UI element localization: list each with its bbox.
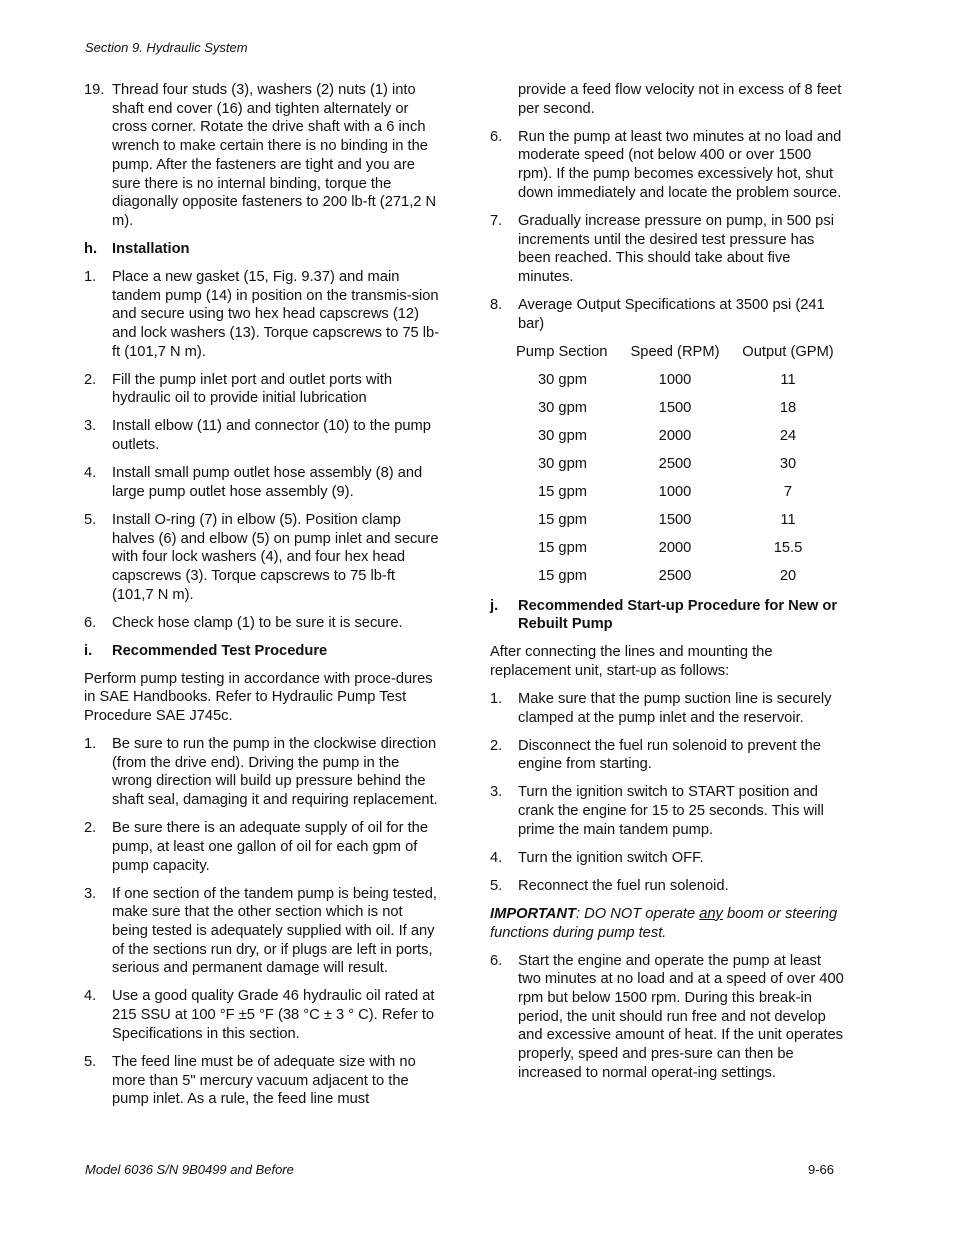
table-cell: 11 [780,511,796,528]
step-number: 1. [84,736,97,753]
startup-step-4 [490,849,846,868]
test-intro-paragraph: Perform pump testing in accordance with proce-dures in SAE Handbooks. Refer to Hydraulic Pump Test Procedure SAE J745c. [84,670,433,725]
table-cell: 2500 [658,455,692,472]
step-text: Install elbow (11) and connector (10) to the pump outlets. [112,418,431,454]
table-cell: 15 gpm [538,483,587,500]
test-step-4 [84,987,440,1043]
step-number: 3. [490,784,503,801]
step-text: Be sure there is an adequate supply of oil for the pump, at least one gallon of oil for each gpm of pump capacity. [112,820,428,874]
step-text: Reconnect the fuel run solenoid. [518,877,729,894]
table-row [490,399,846,427]
table-cell: 24 [779,427,797,444]
step-text: Average Output Specifications at 3500 psi (241 bar) [518,296,825,332]
step-number: 2. [84,371,97,388]
table-cell: 30 gpm [538,399,587,416]
table-header: Pump Section [516,343,608,360]
table-cell: 15 gpm [538,567,587,584]
heading-letter: j. [490,597,499,614]
heading-text: Recommended Start-up Procedure for New or Rebuilt Pump [518,597,838,633]
step-number: 4. [84,988,97,1005]
installation-step-4 [84,464,440,501]
step-number: 2. [490,737,503,754]
heading-letter: h. [84,240,98,257]
table-cell: 30 gpm [538,455,587,472]
step-text: Turn the ignition switch OFF. [518,849,704,866]
table-cell: 15 gpm [538,511,587,528]
step-number: 2. [84,820,97,837]
installation-step-1 [84,268,440,362]
step-number: 3. [84,885,97,902]
step-text: Thread four studs (3), washers (2) nuts (1) into shaft end cover (16) and tighten alternately or cross corner. Rotate the drive shaft with a 6 inch wrench to make certain there is no binding in the pump. After the fasteners are tight and you are sure there is no internal binding, torque the diagonally opposite fasteners to 200 lb-ft (271,2 N m). [112,82,437,229]
step-text: Disconnect the fuel run solenoid to prevent the engine from starting. [518,737,821,773]
startup-step-6 [490,952,846,1083]
startup-heading [490,597,846,634]
installation-heading [84,240,440,259]
table-cell: 1000 [658,371,692,388]
table-cell: 20 [779,567,797,584]
table-row [490,567,846,595]
page-number: 9-66 [808,1162,835,1177]
installation-step-6 [84,614,440,633]
installation-step-2 [84,371,440,408]
footer-model: Model 6036 S/N 9B0499 and Before [85,1162,294,1177]
table-cell: 11 [780,371,796,388]
step-text: Fill the pump inlet port and outlet ports with hydraulic oil to provide initial lubrication [112,371,393,407]
startup-intro-paragraph: After connecting the lines and mounting the replacement unit, start-up as follows: [490,644,773,680]
test-procedure-heading [84,642,440,661]
startup-step-2 [490,737,846,774]
test-step-5-continued: provide a feed flow velocity not in excess of 8 feet per second. [518,82,842,117]
table-cell: 1500 [658,399,692,416]
step-text: The feed line must be of adequate size with no more than 5" mercury vacuum adjacent to the pump inlet. As a rule, the feed line must [112,1053,416,1108]
step-text: If one section of the tandem pump is being tested, make sure that the other section which is not being tested is adequately supplied with oil. If any of the sections run dry, or if plugs are left in ports, serious and permanent damage will result. [112,885,437,977]
table-cell: 30 [779,455,797,472]
left-column [84,81,440,1118]
test-step-8 [490,296,846,333]
table-row [490,371,846,399]
table-row [490,539,846,567]
table-cell: 2000 [658,539,692,556]
important-underlined: any [699,905,723,922]
step-number: 19. [84,82,105,98]
important-label: IMPORTANT [490,905,576,922]
step-number: 6. [490,952,503,969]
table-cell: 15.5 [773,539,803,556]
step-number: 1. [84,268,97,285]
step-text: Gradually increase pressure on pump, in 500 psi increments until the desired test pressure has been reached. This should take about five minutes. [518,212,834,285]
step-number: 5. [84,511,97,528]
test-step-1 [84,735,440,810]
step-text: Install O-ring (7) in elbow (5). Position clamp halves (6) and elbow (5) on pump inlet and secure with four lock washers (4), and four hex head capscrews (3). Torque capscrews to 75 lb-ft (101,7 N m). [112,511,439,603]
heading-text: Installation [112,240,190,257]
step-text: Be sure to run the pump in the clockwise direction (from the drive end). Driving the pump in the wrong direction will build up pressure behind the shaft seal, damaging it and requiring replacement. [112,736,438,809]
page-header: Section 9. Hydraulic System [85,40,248,55]
step-text: Check hose clamp (1) to be sure it is secure. [112,614,403,631]
installation-step-3 [84,417,440,454]
step-number: 5. [490,877,503,894]
test-step-6 [490,128,846,203]
step-19 [84,81,440,231]
table-cell: 7 [783,483,793,500]
step-number: 6. [490,128,503,145]
step-number: 7. [490,212,503,229]
test-step-5 [84,1053,440,1109]
table-cell: 2000 [658,427,692,444]
table-cell: 15 gpm [538,539,587,556]
step-text: Run the pump at least two minutes at no load and moderate speed (not below 400 or over 1500 rpm). If the pump becomes excessively hot, shut down immediately and locate the problem source. [518,128,842,201]
important-note [490,905,846,942]
table-row [490,483,846,511]
step-number: 6. [84,614,97,631]
table-cell: 1000 [658,483,692,500]
step-text: Place a new gasket (15, Fig. 9.37) and main tandem pump (14) in position on the transmis-sion and secure using two hex head capscrews (12) and lock washers (13). Torque capscrews to 75 lb-ft (101,7 N m). [112,268,440,360]
table-header-row [490,343,846,371]
step-text: Turn the ignition switch to START position and crank the engine for 15 to 25 seconds. This will prime the main tandem pump. [518,784,824,838]
installation-step-5 [84,511,440,605]
table-cell: 30 gpm [538,427,587,444]
step-number: 3. [84,418,97,435]
startup-step-1 [490,690,846,727]
heading-text: Recommended Test Procedure [112,642,328,659]
table-row [490,427,846,455]
step-text: Install small pump outlet hose assembly (8) and large pump outlet hose assembly (9). [112,465,423,500]
step-number: 1. [490,691,503,708]
step-text: Start the engine and operate the pump at least two minutes at no load and at a speed of over 400 rpm but below 1500 rpm. During this break-in period, the unit should run free and not develop and excessive amount of heat. If the unit operates properly, speed and pres-sure can then be increased to normal operat-ing settings. [518,952,844,1081]
step-text: Use a good quality Grade 46 hydraulic oil rated at 215 SSU at 100 °F ±5 °F (38 °C ± 3 ° C). Refer to Specifications in this section. [112,988,435,1042]
spec-table [490,343,846,595]
heading-letter: i. [84,642,93,659]
important-text: : DO NOT operate [575,905,700,922]
right-column [490,81,846,1092]
test-step-2 [84,819,440,875]
test-step-3 [84,885,440,979]
table-row [490,455,846,483]
table-cell: 1500 [658,511,692,528]
startup-step-3 [490,783,846,839]
step-text: Make sure that the pump suction line is securely clamped at the pump inlet and the reservoir. [518,691,832,726]
test-step-7 [490,212,846,287]
table-row [490,511,846,539]
startup-step-5 [490,877,846,896]
table-cell: 2500 [658,567,692,584]
step-number: 8. [490,296,503,313]
table-cell: 30 gpm [538,371,587,388]
step-number: 4. [490,849,503,866]
table-header: Speed (RPM) [630,343,720,360]
table-cell: 18 [779,399,797,416]
important-text-after: boom or steering functions during pump test. [490,905,838,941]
table-header: Output (GPM) [742,343,834,360]
step-number: 5. [84,1053,97,1070]
step-number: 4. [84,465,97,482]
